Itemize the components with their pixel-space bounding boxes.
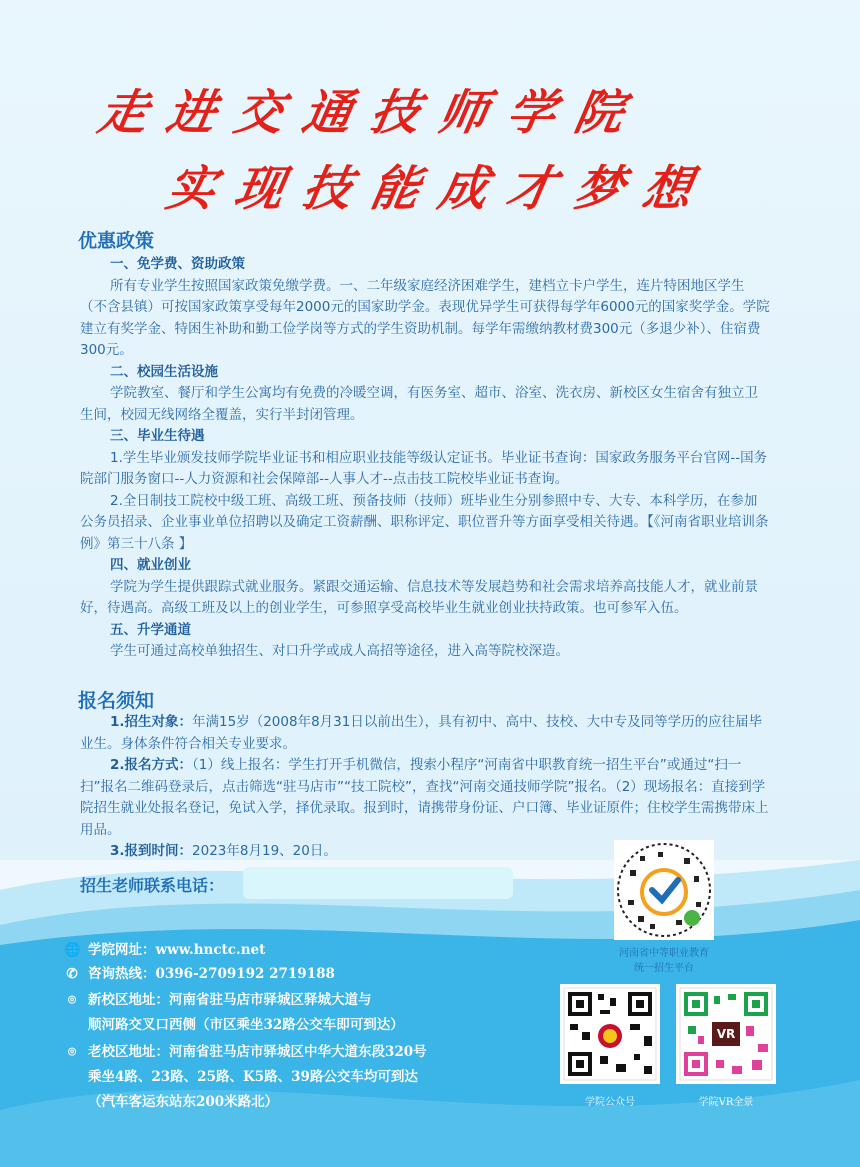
website-text: 学院网址：www.hnctc.net bbox=[88, 942, 266, 958]
platform-qr-caption bbox=[604, 944, 724, 974]
old-campus-text-2: 乘坐4路、23路、25路、K5路、39路公交车均可到达 bbox=[88, 1069, 418, 1085]
old-campus-text-1: 老校区地址：河南省驻马店市驿城区中华大道东段320号 bbox=[88, 1044, 427, 1060]
platform-qr-caption-2: 统一招生平台 bbox=[634, 963, 694, 974]
notice-item-2-label: 2.报名方式： bbox=[110, 757, 193, 773]
old-campus-text-3: （汽车客运东站东200米路北） bbox=[88, 1094, 279, 1110]
old-campus-line bbox=[64, 1042, 427, 1062]
notice-item-1-label: 1.招生对象： bbox=[110, 714, 193, 730]
policy-section-4-text: 学院为学生提供跟踪式就业服务。紧跟交通运输、信息技术等发展趋势和社会需求培养高技能人才，就业前景好，待遇高。高级工班及以上的创业学生，可参照享受高校毕业生就业创业扶持政策。也可参军入伍。 bbox=[80, 578, 758, 616]
policy-section-1-text: 所有专业学生按照国家政策免缴学费。一、二年级家庭经济困难学生，建档立卡户学生，连片特困地区学生（不含县镇）可按国家政策享受每年2000元的国家助学金。表现优异学生可获得每学年6000元的国家奖学金。学院建立有奖学金、特困生补助和勤工俭学岗等方式的学生资助机制。每学年需缴纳教材费300元（多退少补）、住宿费300元。 bbox=[80, 277, 770, 358]
location-pin-icon: ⌾ bbox=[67, 992, 77, 1008]
website-line bbox=[64, 940, 265, 960]
wechat-qr-icon bbox=[560, 984, 660, 1084]
platform-qr-code[interactable] bbox=[614, 840, 714, 940]
globe-icon: 🌐 bbox=[64, 942, 81, 958]
policy-content bbox=[80, 254, 770, 663]
new-campus-text-2: 顺河路交叉口西侧（市区乘坐32路公交车即可到达） bbox=[88, 1017, 404, 1033]
notice-item-3-label: 3.报到时间： bbox=[110, 843, 193, 859]
wechat-qr-code[interactable] bbox=[560, 984, 660, 1084]
policy-heading: 优惠政策 bbox=[78, 230, 155, 252]
hotline-line bbox=[64, 964, 335, 984]
slogan-line-1: 走进交通技师学院 bbox=[94, 85, 649, 141]
notice-heading: 报名须知 bbox=[78, 690, 155, 712]
notice-item-2-text: （1）线上报名：学生打开手机微信，搜索小程序“河南省中职教育统一招生平台”或通过“扫一扫”报名二维码登录后，点击筛选“驻马店市”“技工院校”，查找“河南交通技师学院”报名。（2）现场报名：直接到学院招生就业处报名登记，免试入学，择优录取。报到时，请携带身份证、户口簿、毕业证原件；住校学生需携带床上用品。 bbox=[80, 757, 769, 838]
hotline-text: 咨询热线：0396-2709192 2719188 bbox=[88, 966, 335, 982]
platform-qr-icon bbox=[614, 840, 714, 940]
policy-section-3-p1: 1.学生毕业颁发技师学院毕业证书和相应职业技能等级认定证书。毕业证书查询：国家政务服务平台官网--国务院部门服务窗口--人力资源和社会保障部--人事人才--点击技工院校毕业证书查询。 bbox=[80, 449, 768, 487]
policy-section-4-title: 四、就业创业 bbox=[110, 557, 191, 573]
policy-section-1-title: 一、免学费、资助政策 bbox=[110, 256, 245, 272]
notice-item-3-text: 2023年8月19、20日。 bbox=[192, 843, 337, 859]
policy-section-5-title: 五、升学通道 bbox=[110, 621, 191, 638]
contact-phone-label: 招生老师联系电话： bbox=[80, 876, 225, 895]
new-campus-line bbox=[64, 990, 372, 1010]
notice-item-1 bbox=[80, 712, 770, 755]
notice-item-2 bbox=[80, 755, 770, 841]
vr-badge: VR bbox=[716, 1027, 736, 1041]
new-campus-text-1: 新校区地址：河南省驻马店市驿城区驿城大道与 bbox=[88, 992, 372, 1008]
slogan-line-2: 实现技能成才梦想 bbox=[162, 161, 717, 217]
policy-section-2-text: 学院教室、餐厅和学生公寓均有免费的冷暖空调，有医务室、超市、浴室、洗衣房、新校区女生宿舍有独立卫生间，校园无线网络全覆盖，实行半封闭管理。 bbox=[80, 385, 758, 423]
notice-item-1-text: 年满15岁（2008年8月31日以前出生），具有初中、高中、技校、大中专及同等学历的应往届毕业生。身体条件符合相关专业要求。 bbox=[80, 714, 763, 752]
phone-icon: ✆ bbox=[66, 966, 78, 982]
policy-section-3-p2: 2.全日制技工院校中级工班、高级工班、预备技师（技师）班毕业生分别参照中专、大专、本科学历，在参加公务员招录、企业事业单位招聘以及确定工资薪酬、职称评定、职位晋升等方面享受相关待遇。【《河南省职业培训条例》第三十八条 】 bbox=[80, 492, 769, 552]
vr-qr-code[interactable] bbox=[676, 984, 776, 1084]
vr-qr-caption: 学院VR全景 bbox=[698, 1097, 754, 1108]
location-pin-icon: ⌾ bbox=[67, 1044, 77, 1060]
policy-section-2-title: 二、校园生活设施 bbox=[110, 363, 218, 380]
wechat-qr-caption: 学院公众号 bbox=[585, 1097, 635, 1108]
policy-section-5-text: 学生可通过高校单独招生、对口升学或成人高招等途径，进入高等院校深造。 bbox=[110, 643, 569, 659]
platform-qr-caption-1: 河南省中等职业教育 bbox=[619, 948, 709, 959]
policy-section-3-title: 三、毕业生待遇 bbox=[110, 428, 205, 444]
contact-phone-field bbox=[243, 867, 513, 899]
